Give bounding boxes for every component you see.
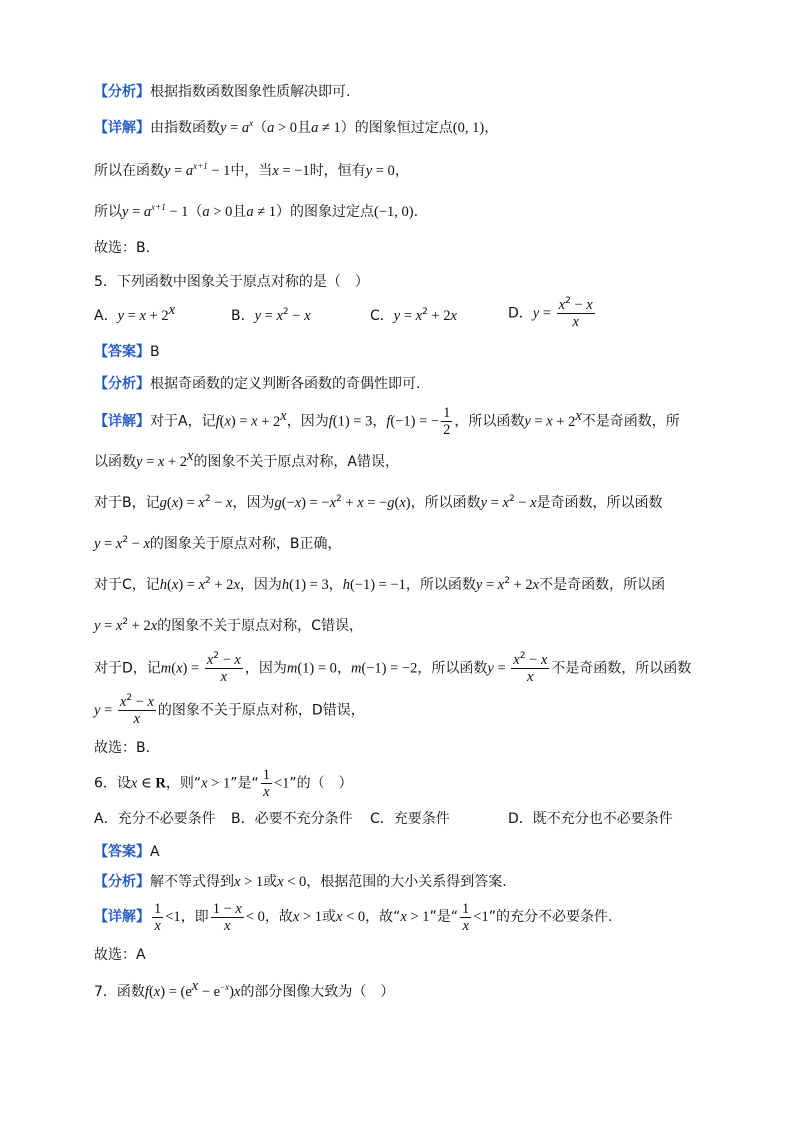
- q6-option-b: B．必要不充分条件: [231, 811, 353, 827]
- q6-option-d: D．既不充分也不必要条件: [508, 811, 673, 827]
- q5-analysis-line: [94, 373, 754, 395]
- analysis-tag: 【分析】: [94, 84, 150, 100]
- q6-analysis-line: 【分析】解不等式得到x > 1或x < 0，根据范围的大小关系得到答案.: [94, 874, 507, 890]
- q5-detail-b-2: $y = x^2 - x$的图象关于原点对称，B正确，: [94, 535, 342, 552]
- q5-choose: 故选：B.: [94, 740, 151, 756]
- answer-tag: 【答案】: [94, 844, 150, 860]
- detail-tag: 【详解】: [94, 120, 150, 136]
- q4-detail-text: 的图象过定点: [290, 204, 375, 220]
- q5-detail-d-2: y = $\frac{x^2 - x}{x}$ 的图象不关于原点对称，D错误，: [94, 693, 365, 727]
- q4-detail-text: 由指数函数: [150, 120, 220, 136]
- answer-tag: 【答案】: [94, 344, 150, 360]
- q5-stem: 5．下列函数中图象关于原点对称的是（ ）: [94, 274, 369, 290]
- q5-detail-b-1: 对于B，记$g(x) = x^2 - x$，因为$g(-x) = -x^2 + x = -g(x)$，所以函数$y = x^2 - x$是奇函数，所以函数: [94, 494, 663, 511]
- q4-analysis-line: [94, 81, 754, 103]
- q6-option-c: C．充要条件: [370, 811, 450, 827]
- q4-detail-text: 时，恒有: [309, 163, 366, 179]
- q5-option-c: C．$y = x^2 + 2x$: [370, 307, 457, 324]
- detail-tag: 【详解】: [94, 909, 150, 925]
- q6-answer: A: [150, 844, 160, 860]
- q6-option-a: A．充分不必要条件: [94, 811, 216, 827]
- q7-stem: 7．函数$f(x) = (e^x - e^{-x})x$的部分图像大致为（ ）: [94, 978, 395, 1000]
- q5-option-a: A．$y = x + 2^x$: [94, 302, 176, 324]
- q4-detail-text: 所以: [94, 204, 122, 220]
- q5-detail-c-2: $y = x^2 + 2x$的图象不关于原点对称，C错误，: [94, 617, 363, 634]
- q4-detail-text: 所以在函数: [94, 163, 164, 179]
- analysis-tag: 【分析】: [94, 874, 150, 890]
- q5-detail-a-1: 【详解】对于A，记$f(x) = x + 2^x$，因为f(1) = 3，f(−1) = − $\frac{1}{2}$ ，所以函数$y = x + 2^x$不是奇函数，所: [94, 405, 680, 438]
- q4-detail-text: 的图象恒过定点: [354, 120, 453, 136]
- q4-detail-line-1: 【详解】由指数函数$y = a^x(a > 0$且a ≠ 1）的图象恒过定点(0, 1)，: [94, 118, 499, 136]
- formula: y: [220, 120, 227, 136]
- q6-detail-line: 【详解】 $\frac{1}{x}$ <1，即 $\frac{1 - x}{x}$ < 0，故x > 1或x < 0，故“x > 1”是“ $\frac{1}{x}$ <1”的充分不必要条件.: [94, 900, 613, 934]
- q5-answer: B: [150, 344, 160, 360]
- q6-choose: 故选：A: [94, 947, 146, 963]
- analysis-tag: 【分析】: [94, 376, 150, 392]
- q5-detail-c-1: 对于C，记$h(x) = x^2 + 2x$，因为h(1) = 3，h(−1) = −1，所以函数$y = x^2 + 2x$不是奇函数，所以函: [94, 576, 666, 593]
- q4-choose: 故选：B.: [94, 240, 151, 256]
- q4-detail-text: 中，当: [230, 163, 273, 179]
- q5-answer-line: [94, 341, 754, 363]
- q5-analysis-text: 根据奇函数的定义判断各函数的奇偶性即可.: [150, 376, 421, 392]
- q6-answer-line: [94, 841, 754, 863]
- q5-option-b: B．$y = x^2 - x$: [231, 307, 311, 324]
- detail-tag: 【详解】: [94, 413, 150, 430]
- q6-stem: 6．设x ∈ R，则“x > 1”是“ $\frac{1}{x}$ <1”的（ ）: [94, 767, 353, 800]
- q4-analysis-text: 根据指数函数图象性质解决即可.: [150, 84, 351, 100]
- q4-detail-line-2: 所以在函数$y = a^{x+1} - 1$中，当x = −1时，恒有y = 0，: [94, 161, 409, 179]
- q5-detail-d-1: 对于D，记m(x) = $\frac{x^2 - x}{x}$ ，因为m(1) = 0，m(−1) = −2，所以函数y = $\frac{x^2 - x}{x}$ 不是奇函数，所以函数: [94, 651, 692, 685]
- q5-option-d: D．y = $\frac{x^2 - x}{x}$: [508, 296, 593, 330]
- q4-detail-line-3: 所以$y = a^{x+1} - 1(a > 0$且a ≠ 1）的图象过定点(−1, 0).: [94, 202, 419, 220]
- q5-detail-a-2: 以函数$y = x + 2^x$的图象不关于原点对称，A错误，: [94, 448, 400, 470]
